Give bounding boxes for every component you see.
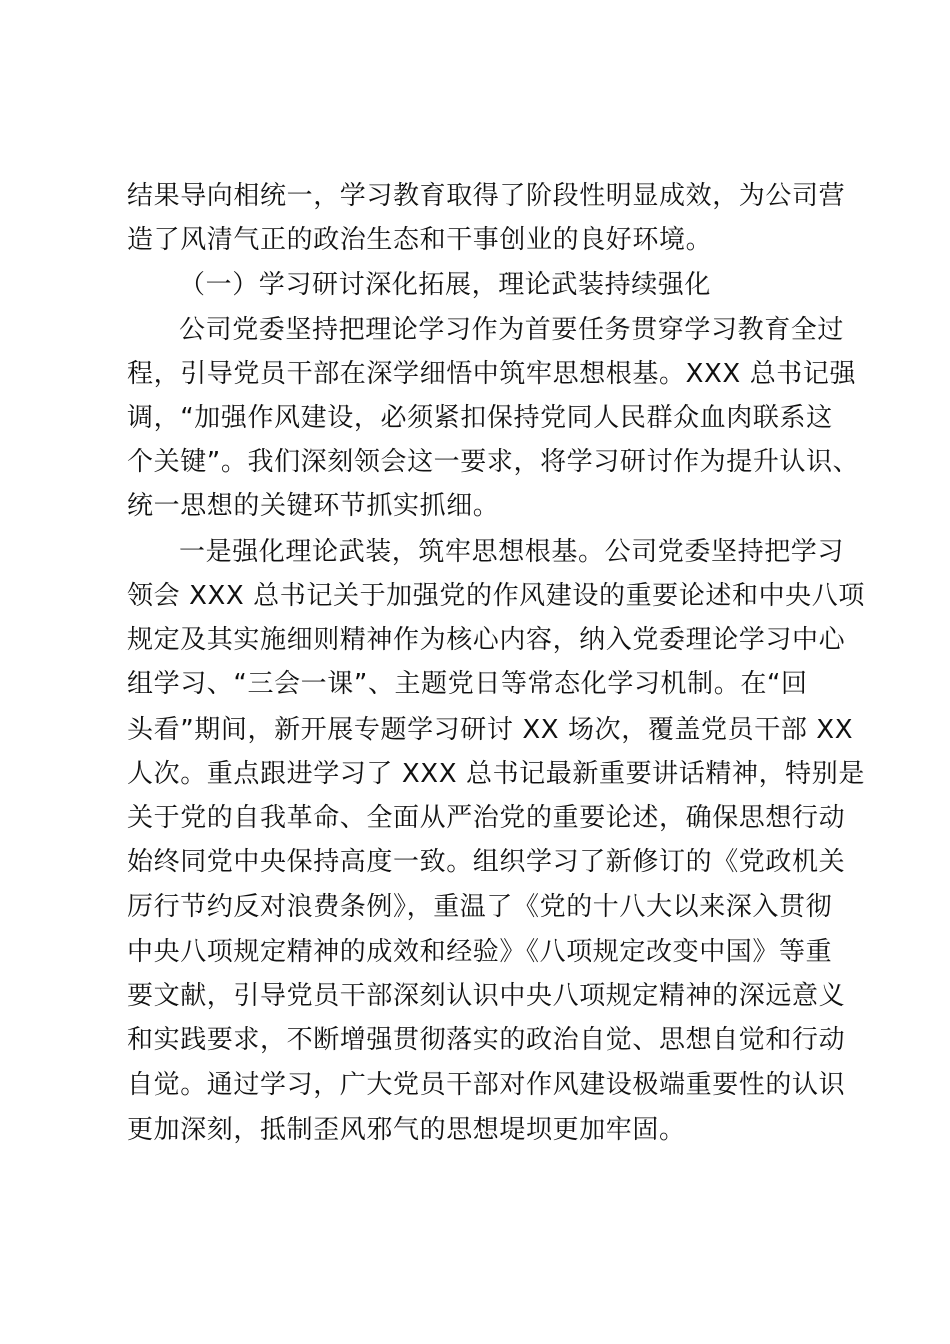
text-line: 公司党委坚持把理论学习作为首要任务贯穿学习教育全过 [179, 315, 845, 345]
text-line: 造了风清气正的政治生态和干事创业的良好环境。 [127, 225, 713, 255]
text-line: 厉行节约反对浪费条例》，重温了《党的十八大以来深入贯彻 [127, 892, 833, 922]
section-heading: （一）学习研讨深化拓展，理论武装持续强化 [179, 270, 712, 300]
text-line: 一是强化理论武装，筑牢思想根基。公司党委坚持把学习 [179, 537, 845, 567]
text-line: 组学习、“三会一课”、主题党日等常态化学习机制。在“回 [127, 669, 808, 699]
text-line: 统一思想的关键环节抓实抓细。 [127, 491, 500, 521]
text-line: 始终同党中央保持高度一致。组织学习了新修订的《党政机关 [127, 847, 846, 877]
text-line: 中央八项规定精神的成效和经验》《八项规定改变中国》等重 [127, 937, 833, 967]
text-line: 关于党的自我革命、全面从严治党的重要论述，确保思想行动 [127, 803, 846, 833]
text-line: 要文献，引导党员干部深刻认识中央八项规定精神的深远意义 [127, 981, 846, 1011]
text-line: 头看”期间，新开展专题学习研讨 XX 场次，覆盖党员干部 XX [127, 715, 854, 745]
text-line: 自觉。通过学习，广大党员干部对作风建设极端重要性的认识 [127, 1070, 846, 1100]
text-line: 个关键”。我们深刻领会这一要求，将学习研讨作为提升认识、 [127, 447, 860, 477]
text-line: 规定及其实施细则精神作为核心内容，纳入党委理论学习中心 [127, 625, 846, 655]
text-line: 结果导向相统一，学习教育取得了阶段性明显成效，为公司营 [127, 181, 846, 211]
text-line: 程，引导党员干部在深学细悟中筑牢思想根基。XXX 总书记强 [127, 359, 857, 389]
text-line: 人次。重点跟进学习了 XXX 总书记最新重要讲话精神，特别是 [127, 759, 865, 789]
text-line: 更加深刻，抵制歪风邪气的思想堤坝更加牢固。 [127, 1115, 686, 1145]
text-line: 和实践要求，不断增强贯彻落实的政治自觉、思想自觉和行动 [127, 1025, 846, 1055]
text-line: 调，“加强作风建设，必须紧扣保持党同人民群众血肉联系这 [127, 403, 833, 433]
text-line: 领会 XXX 总书记关于加强党的作风建设的重要论述和中央八项 [127, 581, 865, 611]
